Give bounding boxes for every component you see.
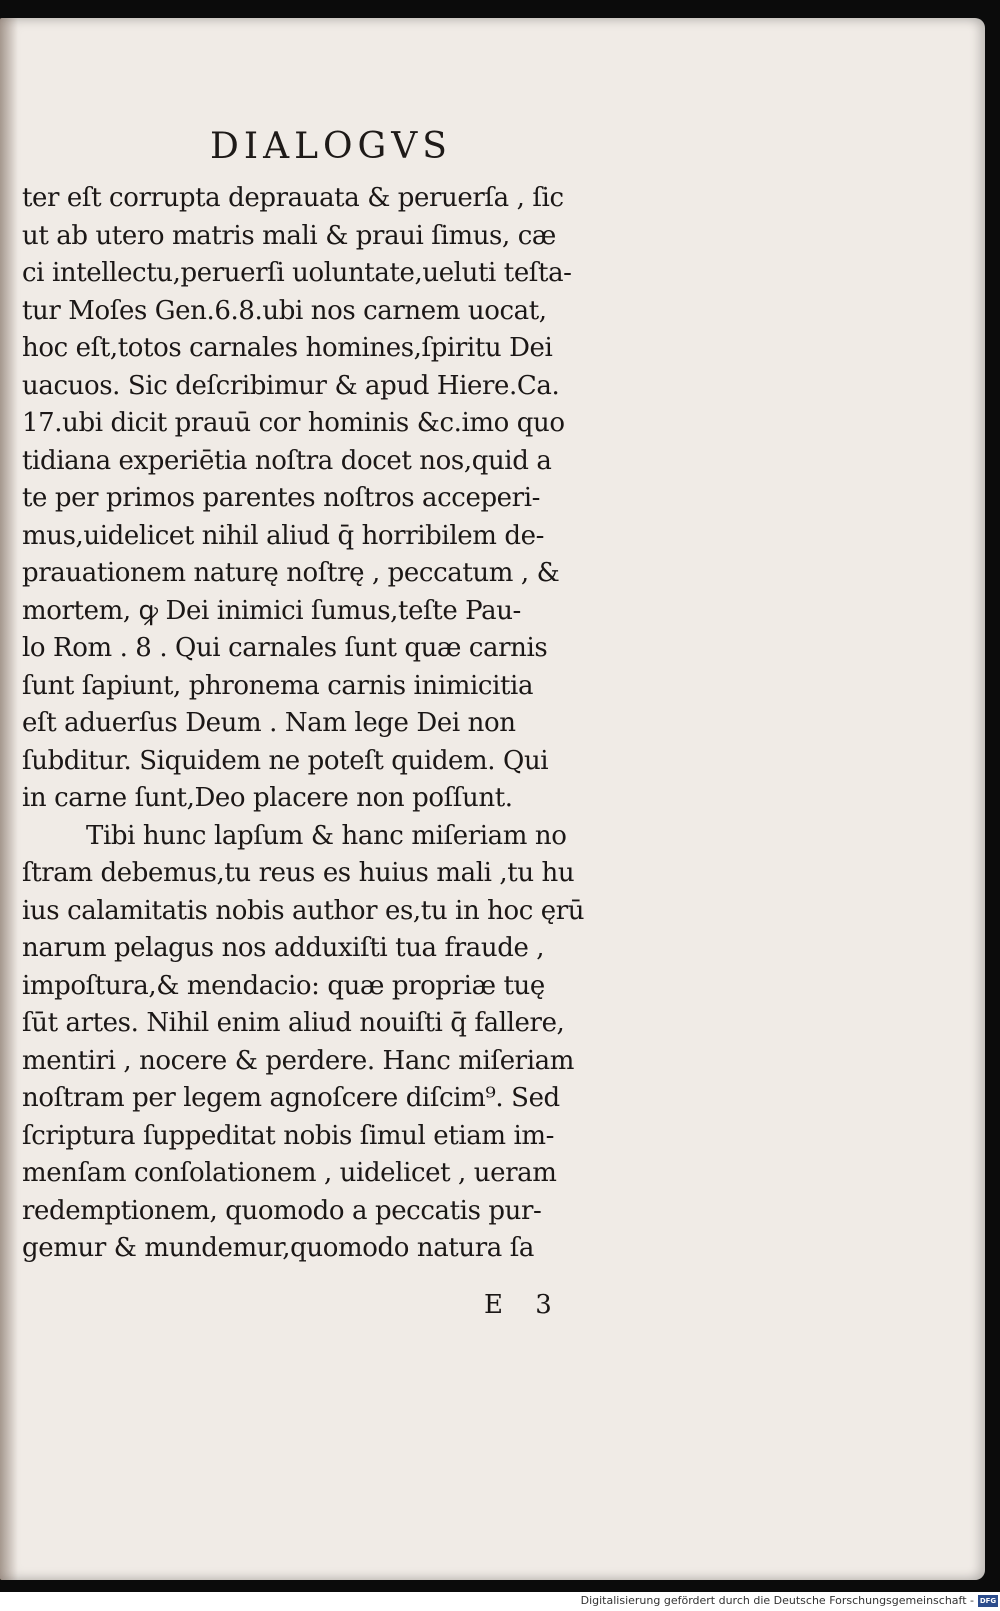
book-page xyxy=(0,18,985,1580)
text-line: ſunt ſapiunt, phronema carnis inimicitia xyxy=(22,670,534,701)
text-line: mentiri , nocere & perdere. Hanc miſeriam xyxy=(22,1045,574,1076)
body-text xyxy=(22,180,672,1268)
text-line: eſt aduerſus Deum . Nam lege Dei non xyxy=(22,708,516,738)
text-line: menſam conſolationem , uidelicet , ueram xyxy=(22,1158,557,1188)
text-line: tidiana experiētia noſtra docet nos,quid a xyxy=(22,445,552,476)
digitization-footer xyxy=(0,1592,1000,1611)
text-line: ci intellectu,peruerſi uoluntate,ueluti teſta- xyxy=(22,258,572,288)
text-line: redemptionem, quomodo a peccatis pur- xyxy=(22,1195,542,1226)
text-line: ſūt artes. Nihil enim aliud nouiſti q̄ fallere, xyxy=(22,1008,565,1038)
text-line: te per primos parentes noſtros acceperi- xyxy=(22,483,541,513)
text-line: ſcriptura ſuppeditat nobis ſimul etiam im- xyxy=(22,1120,555,1151)
paragraph-start-line: Tibi hunc lapſum & hanc miſeriam no xyxy=(86,820,567,851)
text-line: mus,uidelicet nihil aliud q̄ horribilem de- xyxy=(22,520,544,551)
text-line: uacuos. Sic deſcribimur & apud Hiere.Ca. xyxy=(22,370,560,401)
signature-mark: E 3 xyxy=(484,1290,564,1320)
text-line: ius calamitatis nobis author es,tu in hoc ęrū xyxy=(22,895,585,926)
text-line: noſtram per legem agnoſcere diſcim⁹. Sed xyxy=(22,1083,560,1113)
text-line: ter eſt corrupta deprauata & peruerſa , ſic xyxy=(22,183,564,213)
text-line: mortem, ꝙ Dei inimici ſumus,teſte Pau- xyxy=(22,595,521,626)
text-line: 17.ubi dicit prauū cor hominis &c.imo quo xyxy=(22,408,565,438)
text-line: gemur & mundemur,quomodo natura ſa xyxy=(22,1233,535,1263)
funding-credit: Digitalisierung gefördert durch die Deutsche Forschungsgemeinschaft - xyxy=(580,1594,974,1607)
text-line: ut ab utero matris mali & praui ſimus, cæ xyxy=(22,220,556,251)
text-line: ſubditur. Siquidem ne poteſt quidem. Qui xyxy=(22,745,549,776)
dfg-logo: DFG xyxy=(979,1597,997,1605)
text-line: lo Rom . 8 . Qui carnales ſunt quæ carnis xyxy=(22,633,548,663)
text-line: narum pelagus nos adduxiſti tua fraude , xyxy=(22,933,545,963)
text-line: prauationem naturę noſtrę , peccatum , & xyxy=(22,558,560,588)
text-line: tur Moſes Gen.6.8.ubi nos carnem uocat, xyxy=(22,295,547,326)
text-line: impoſtura,& mendacio: quæ propriæ tuę xyxy=(22,970,545,1001)
running-head: DIALOGVS xyxy=(210,126,452,167)
text-line: hoc eſt,totos carnales homines,ſpiritu Dei xyxy=(22,333,553,363)
text-line: in carne ſunt,Deo placere non poſſunt. xyxy=(22,783,513,813)
text-line: ſtram debemus,tu reus es huius mali ,tu hu xyxy=(22,858,575,888)
